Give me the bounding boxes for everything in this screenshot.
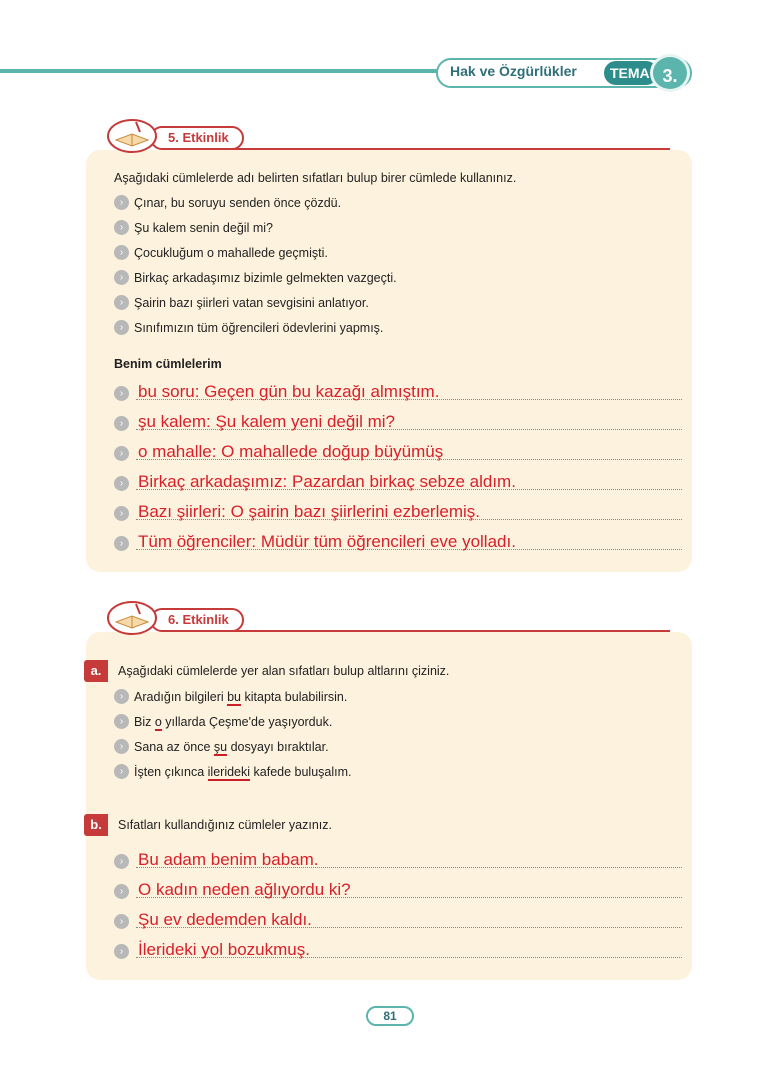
book-icon: [106, 596, 158, 636]
activity-5-rule: [200, 148, 670, 150]
handwritten-answer: şu kalem: Şu kalem yeni değil mi?: [138, 412, 396, 431]
chevron-right-icon: ›: [114, 195, 129, 210]
list-item: › İşten çıkınca ilerideki kafede buluşalım.: [114, 763, 352, 781]
chevron-right-icon: ›: [114, 416, 129, 431]
handwritten-answer: Birkaç arkadaşımız: Pazardan birkaç sebze aldım.: [138, 472, 516, 491]
underlined-adjective: şu: [213, 740, 228, 754]
chevron-right-icon: ›: [114, 714, 129, 729]
chevron-right-icon: ›: [114, 245, 129, 260]
list-item: › Biz o yıllarda Çeşme'de yaşıyorduk.: [114, 713, 332, 731]
tema-badge: TEMA: [604, 61, 658, 85]
chevron-right-icon: ›: [114, 446, 129, 461]
chevron-right-icon: ›: [114, 270, 129, 285]
list-item: › Şu kalem senin değil mi?: [114, 219, 273, 237]
chevron-right-icon: ›: [114, 386, 129, 401]
activity-5-instruction: Aşağıdaki cümlelerde adı belirten sıfatları bulup birer cümlede kullanınız.: [114, 171, 517, 185]
list-item: › Şairin bazı şiirleri vatan sevgisini anlatıyor.: [114, 294, 369, 312]
page-number: 81: [366, 1006, 414, 1026]
chevron-right-icon: ›: [114, 854, 129, 869]
handwritten-answer: Bu adam benim babam.: [138, 850, 319, 869]
answer-row: [114, 906, 682, 930]
list-item: › Birkaç arkadaşımız bizimle gelmekten vazgeçti.: [114, 269, 397, 287]
handwritten-answer: Şu ev dedemden kaldı.: [138, 910, 312, 929]
part-a-instruction: Aşağıdaki cümlelerde yer alan sıfatları bulup altlarını çiziniz.: [118, 664, 450, 678]
book-icon: [106, 114, 158, 154]
tema-number: 3.: [650, 54, 690, 92]
underlined-adjective: ilerideki: [207, 765, 251, 779]
underlined-adjective: bu: [227, 690, 242, 704]
chevron-right-icon: ›: [114, 764, 129, 779]
part-b-tag: b.: [84, 814, 108, 836]
activity-6-rule: [200, 630, 670, 632]
activity-5-label: 5. Etkinlik: [150, 126, 244, 150]
answer-row: [114, 468, 682, 492]
chevron-right-icon: ›: [114, 914, 129, 929]
underlined-adjective: o: [154, 715, 162, 729]
list-item: › Çınar, bu soruyu senden önce çözdü.: [114, 194, 341, 212]
chevron-right-icon: ›: [114, 739, 129, 754]
list-item: › Çocukluğum o mahallede geçmişti.: [114, 244, 328, 262]
part-a-tag: a.: [84, 660, 108, 682]
unit-title: Hak ve Özgürlükler: [450, 63, 577, 79]
list-item: › Aradığın bilgileri bu kitapta bulabilirsin.: [114, 688, 347, 706]
chevron-right-icon: ›: [114, 884, 129, 899]
chevron-right-icon: ›: [114, 944, 129, 959]
handwritten-answer: O kadın neden ağlıyordu ki?: [138, 880, 351, 899]
answer-row: [114, 378, 682, 402]
chevron-right-icon: ›: [114, 476, 129, 491]
chevron-right-icon: ›: [114, 689, 129, 704]
chevron-right-icon: ›: [114, 220, 129, 235]
handwritten-answer: Tüm öğrenciler: Müdür tüm öğrencileri eve yolladı.: [138, 532, 516, 551]
answer-row: [114, 876, 682, 900]
chevron-right-icon: ›: [114, 320, 129, 335]
answer-row: [114, 936, 682, 960]
list-item: › Sana az önce şu dosyayı bıraktılar.: [114, 738, 329, 756]
handwritten-answer: İlerideki yol bozukmuş.: [138, 940, 310, 959]
answer-row: [114, 528, 682, 552]
chevron-right-icon: ›: [114, 536, 129, 551]
chevron-right-icon: ›: [114, 295, 129, 310]
answer-row: [114, 408, 682, 432]
answer-row: [114, 846, 682, 870]
answer-row: [114, 498, 682, 522]
header-rule: [0, 69, 450, 73]
handwritten-answer: Bazı şiirleri: O şairin bazı şiirlerini ezberlemiş.: [138, 502, 480, 521]
chevron-right-icon: ›: [114, 506, 129, 521]
list-item: › Sınıfımızın tüm öğrencileri ödevlerini yapmış.: [114, 319, 383, 337]
answer-row: [114, 438, 682, 462]
activity-6-label: 6. Etkinlik: [150, 608, 244, 632]
handwritten-answer: o mahalle: O mahallede doğup büyümüş: [138, 442, 444, 461]
handwritten-answer: bu soru: Geçen gün bu kazağı almıştım.: [138, 382, 440, 401]
part-b-instruction: Sıfatları kullandığınız cümleler yazınız.: [118, 818, 332, 832]
my-sentences-heading: Benim cümlelerim: [114, 357, 222, 371]
